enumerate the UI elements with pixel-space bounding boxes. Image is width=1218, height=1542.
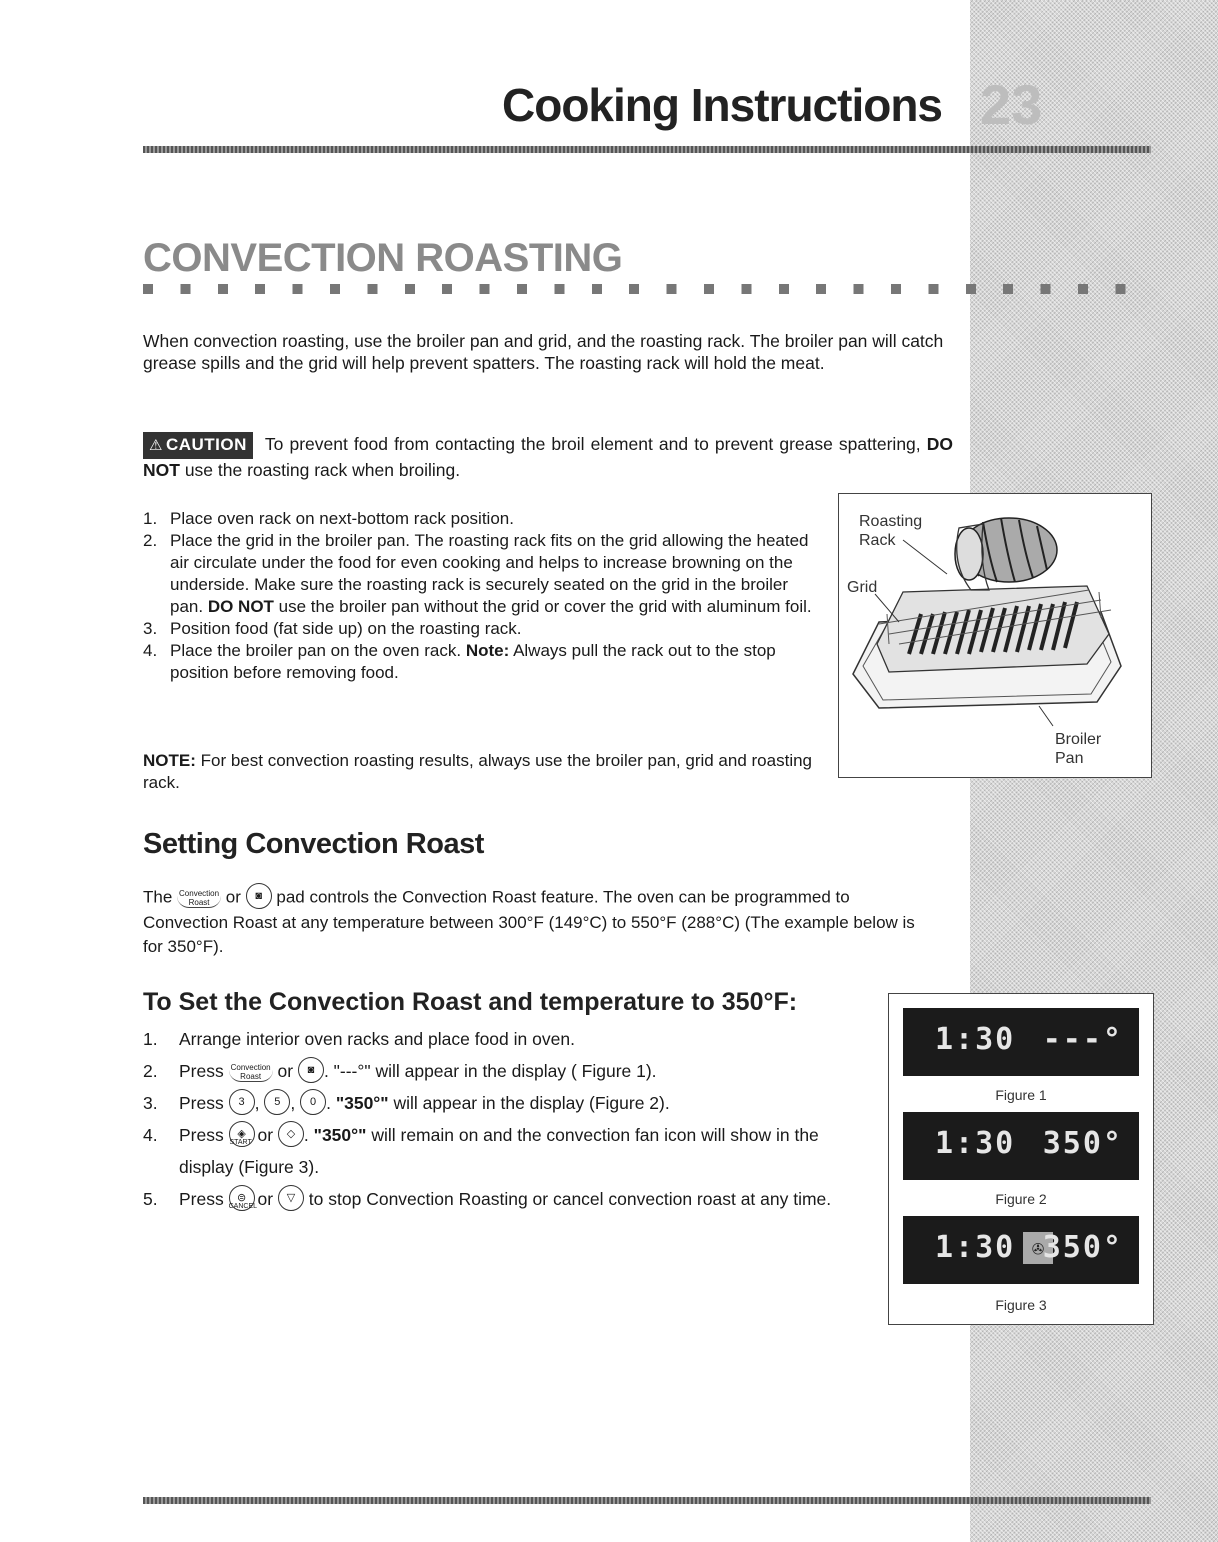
cancel-label: CANCEL xyxy=(228,1203,258,1210)
caution-text-1: To prevent food from contacting the broil element and to prevent grease spattering, xyxy=(264,434,921,454)
note-paragraph xyxy=(143,750,818,794)
note-text: For best convection roasting results, always use the broiler pan, grid and roasting rack. xyxy=(143,751,813,792)
list-item: 2. Place the grid in the broiler pan. The roasting rack fits on the grid allowing the heated air circulate under the food for even cooking and helps to increase browning on the underside. Make sure the roasting rack is securely seated on the grid in the broiler pan. DO NOT use the broiler pan without the grid or cover the grid with aluminum foil. xyxy=(143,531,812,616)
header-rule xyxy=(143,146,1151,153)
list-item: 1. Arrange interior oven racks and place food in oven. xyxy=(143,1029,575,1049)
caution-badge xyxy=(143,432,253,459)
setting-paragraph: The Convection Roast or ◙ pad controls the Convection Roast feature. The oven can be programmed to Convection Roast at any temperature between 300°F (149°C) to 550°F (288°C) (The example below is for 350°F). xyxy=(143,885,933,959)
list-item: 3. Position food (fat side up) on the roasting rack. xyxy=(143,619,522,638)
oven-display-3: 1:30 ✇ 350° xyxy=(903,1216,1139,1284)
list-item: 3. Press 3 , 5 , 0 . "350°" will appear in the display (Figure 2). xyxy=(143,1087,873,1119)
intro-paragraph: When convection roasting, use the broiler pan and grid, and the roasting rack. The broiler pan will catch grease spills and the grid will help prevent spatters. The roasting rack will hold the meat. xyxy=(143,331,944,373)
list-item: 4. Place the broiler pan on the oven rack. Note: Always pull the rack out to the stop position before removing food. xyxy=(143,641,776,682)
roast-pad-icon: ◙ xyxy=(246,883,272,909)
warning-icon: ⚠ xyxy=(149,437,163,454)
oven-displays-figure xyxy=(888,993,1154,1325)
caution-paragraph xyxy=(143,432,953,481)
convection-roast-pad-icon: Convection Roast xyxy=(179,888,220,907)
setting-heading: Setting Convection Roast xyxy=(143,828,484,860)
start-pad-icon: ◈ xyxy=(229,1121,255,1147)
caution-label: CAUTION xyxy=(165,435,247,454)
label-broiler-pan: Broiler Pan xyxy=(1055,731,1102,767)
oven-display-1: 1:30 ---° xyxy=(903,1008,1139,1076)
figure-1-caption: Figure 1 xyxy=(995,1087,1047,1103)
start-label: START xyxy=(229,1139,252,1146)
how-to-heading: To Set the Convection Roast and temperature to 350°F: xyxy=(143,988,798,1016)
figure-2-caption: Figure 2 xyxy=(995,1191,1047,1207)
list-item: 1. Place oven rack on next-bottom rack position. xyxy=(143,509,514,528)
list-item: 2. Press Convection Roast or ◙ . "---°" will appear in the display ( Figure 1). xyxy=(143,1055,873,1087)
note-label: NOTE: xyxy=(143,751,196,770)
figure-3-caption: Figure 3 xyxy=(995,1297,1047,1313)
caution-bold: DO NOT xyxy=(143,434,953,480)
dotted-divider xyxy=(143,284,1153,294)
page-number: 23 xyxy=(980,73,1043,136)
section-heading: CONVECTION ROASTING xyxy=(143,236,623,280)
list-item: 5. Press ⊜CANCEL or ▽ to stop Convection Roasting or cancel convection roast at any time. xyxy=(143,1183,873,1215)
key-5-icon: 5 xyxy=(264,1089,290,1115)
convection-fan-icon: ✇ xyxy=(1023,1232,1053,1264)
convection-roast-pad-icon: Convection Roast xyxy=(230,1062,271,1081)
roast-pad-icon: ◙ xyxy=(298,1057,324,1083)
footer-rule xyxy=(143,1497,1151,1504)
label-roasting-rack: Roasting Rack xyxy=(859,513,923,549)
broiler-pan-figure xyxy=(838,493,1152,778)
how-to-steps xyxy=(143,1023,873,1215)
key-3-icon: 3 xyxy=(229,1089,255,1115)
cancel-alt-pad-icon: ▽ xyxy=(278,1185,304,1211)
list-item: 4. Press ◈START or ◇ . "350°" will remain on and the convection fan icon will show in the display (Figure 3). xyxy=(143,1119,873,1183)
cancel-pad-icon: ⊜ xyxy=(229,1185,255,1211)
page-title: Cooking Instructions xyxy=(502,79,942,131)
caution-text-2: use the roasting rack when broiling. xyxy=(184,460,461,480)
oven-display-2: 1:30 350° xyxy=(903,1112,1139,1180)
key-0-icon: 0 xyxy=(300,1089,326,1115)
roasting-steps xyxy=(143,508,818,684)
start-alt-pad-icon: ◇ xyxy=(278,1121,304,1147)
label-grid: Grid xyxy=(847,579,878,596)
